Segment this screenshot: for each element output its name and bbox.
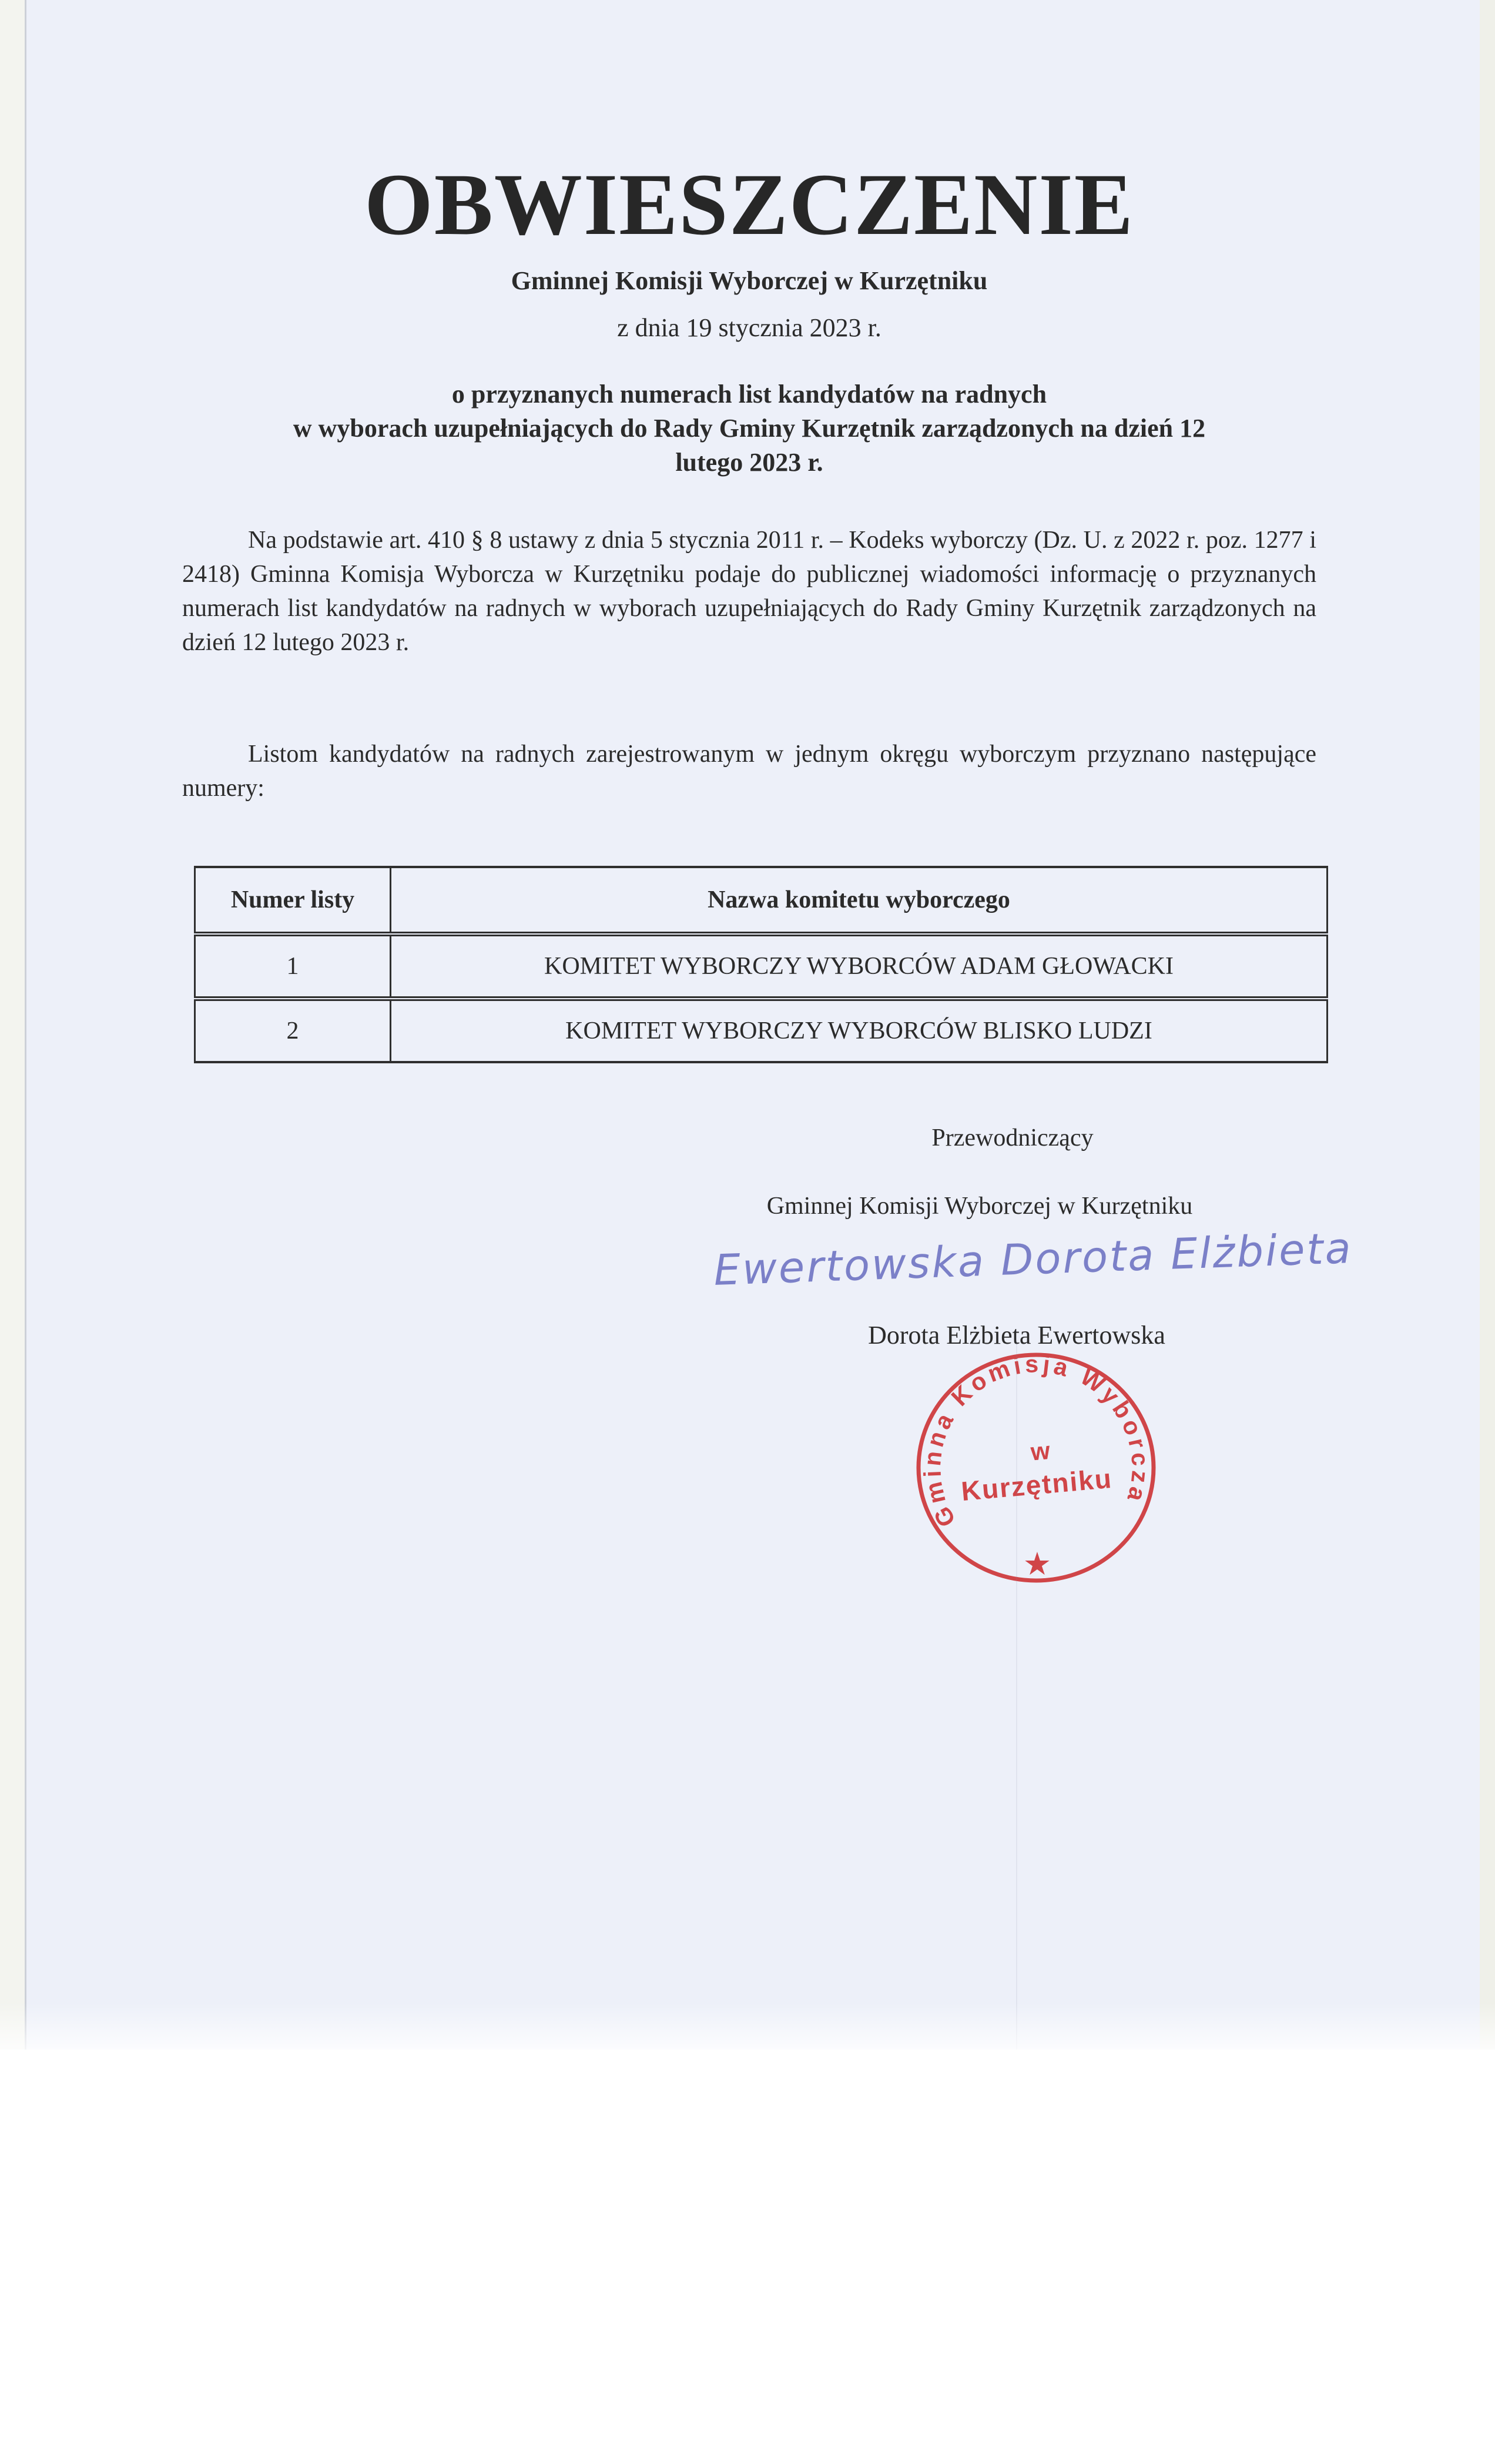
signer-typed-name: Dorota Elżbieta Ewertowska (868, 1321, 1165, 1350)
committee-name-cell: KOMITET WYBORCZY WYBORCÓW BLISKO LUDZI (391, 999, 1328, 1062)
legal-basis-paragraph: Na podstawie art. 410 § 8 ustawy z dnia 5 stycznia 2011 r. – Kodeks wyborczy (Dz. U. z 2022 r. poz. 1277 i 2418) Gminna Komisja Wyborcza w Kurzętniku podaje do publicznej wiadomości informację o przyznanych numerach list kandydatów na radnych w wyborach uzupełniających do Rady Gminy Kurzętnik zarządzonych na dzień 12 lutego 2023 r. (182, 527, 1316, 656)
signer-role-line-1: Przewodniczący (931, 1124, 1094, 1151)
table-header-row (195, 867, 1328, 934)
signer-role-line-2: Gminnej Komisji Wyborczej w Kurzętniku (766, 1193, 1193, 1220)
committee-name-cell: KOMITET WYBORCZY WYBORCÓW ADAM GŁOWACKI (391, 934, 1328, 999)
table-header-list-number: Numer listy (195, 867, 391, 934)
official-stamp (905, 1341, 1167, 1594)
lists-intro-paragraph: Listom kandydatów na radnych zarejestrowanym w jednym okręgu wyborczym przyznano następujące numery: (182, 741, 1316, 802)
table-row (195, 999, 1328, 1062)
svg-text:Kurzętniku: Kurzętniku (960, 1462, 1114, 1507)
list-number-cell: 1 (195, 934, 391, 999)
subject-block (159, 377, 1340, 480)
stamp-ring-text: Gminna Komisja Wyborcza (918, 1350, 1155, 1532)
document-title: OBWIESZCZENIE (364, 156, 1134, 253)
table-header-committee-name: Nazwa komitetu wyborczego (391, 867, 1328, 934)
stamp-star-icon: ★ (1023, 1545, 1052, 1582)
date-line: z dnia 19 stycznia 2023 r. (617, 313, 881, 342)
table-row (195, 934, 1328, 999)
signature-handwriting: Ewertowska Dorota Elżbieta (713, 1223, 1353, 1295)
issuer-line: Gminnej Komisji Wyborczej w Kurzętniku (511, 266, 988, 295)
committee-table (194, 866, 1328, 1063)
subject-line-1: o przyznanych numerach list kandydatów na radnych (451, 380, 1047, 409)
subject-line-2: w wyborach uzupełniających do Rady Gminy Kurzętnik zarządzonych na dzień 12 (293, 414, 1206, 443)
scan-bottom-fade (0, 2003, 1495, 2050)
scanner-edge-right (1480, 0, 1495, 2050)
subject-line-3: lutego 2023 r. (675, 448, 823, 477)
scan-artifact-line (1016, 1340, 1017, 2050)
stamp-center-text (957, 1431, 1114, 1506)
list-number-cell: 2 (195, 999, 391, 1062)
scanner-edge-left (0, 0, 25, 2050)
page-edge-line (25, 0, 26, 2050)
svg-text:w: w (1029, 1436, 1052, 1466)
